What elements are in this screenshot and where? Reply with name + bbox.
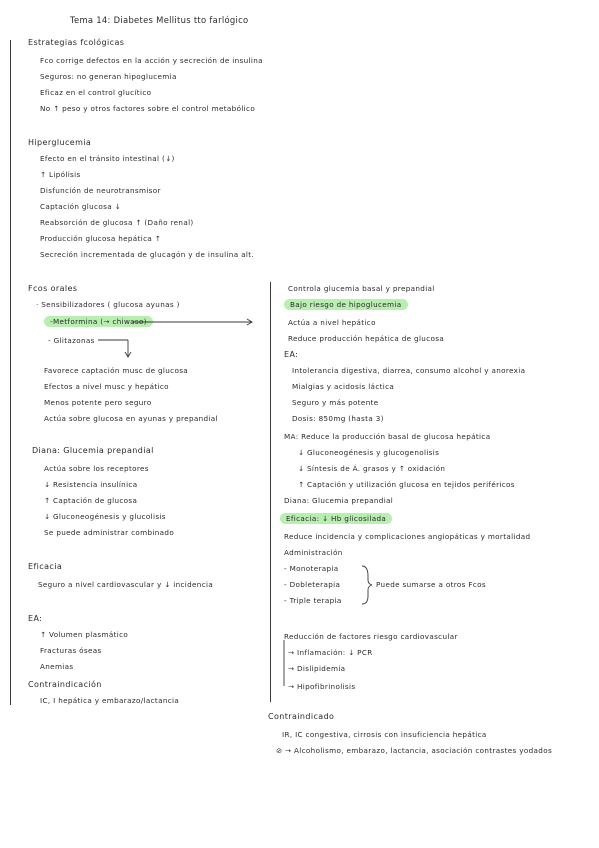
list-item: ↓ Gluconeogénesis y glucolisis bbox=[44, 512, 166, 521]
list-item: Reduce producción hepática de glucosa bbox=[288, 334, 445, 343]
list-item: Actúa sobre glucosa en ayunas y prepandial bbox=[44, 414, 218, 423]
list-item: Favorece captación musc de glucosa bbox=[44, 366, 189, 375]
highlight-eficacia: Eficacia: ↓ Hb glicosilada bbox=[280, 513, 392, 524]
list-item: Se puede administrar combinado bbox=[44, 528, 175, 537]
list-item: Intolerancia digestiva, diarrea, consumo alcohol y anorexia bbox=[292, 366, 526, 375]
list-item: ↑ Captación y utilización glucosa en tejidos periféricos bbox=[298, 480, 515, 489]
list-item: Reabsorción de glucosa ↑ (Daño renal) bbox=[40, 218, 194, 227]
list-item: - Monoterapia bbox=[284, 564, 339, 573]
highlight-metformina: -Metformina (→ chiwaso) bbox=[44, 316, 153, 327]
list-item: Anemias bbox=[40, 662, 74, 671]
list-item: Disfunción de neurotransmisor bbox=[40, 186, 161, 195]
heading-diana: Diana: Glucemia prepandial bbox=[32, 446, 154, 455]
heading-ea-right: EA: bbox=[284, 350, 299, 359]
list-item: Dosis: 850mg (hasta 3) bbox=[292, 414, 384, 423]
list-item: Fco corrige defectos en la acción y secreción de insulina bbox=[40, 56, 263, 65]
list-item: → Inflamación: ↓ PCR bbox=[288, 648, 373, 657]
list-item: Producción glucosa hepática ↑ bbox=[40, 234, 162, 243]
heading-ma: MA: Reduce la producción basal de glucosa hepática bbox=[284, 432, 491, 441]
list-item: Efecto en el tránsito intestinal (↓) bbox=[40, 154, 175, 163]
list-item: Seguros: no generan hipoglucemia bbox=[40, 72, 177, 81]
heading-estrategias: Estrategias fcológicas bbox=[28, 38, 125, 47]
heading-riesgo-cv: Reducción de factores riesgo cardiovascular bbox=[284, 632, 458, 641]
heading-contraindicacion: Contraindicación bbox=[28, 680, 102, 689]
list-item: Eficaz en el control glucítico bbox=[40, 88, 152, 97]
list-item: → Dislipidemia bbox=[288, 664, 346, 673]
list-item: Controla glucemia basal y prepandial bbox=[288, 284, 435, 293]
list-item: Actúa sobre los receptores bbox=[44, 464, 149, 473]
list-item: Mialgias y acidosis láctica bbox=[292, 382, 395, 391]
list-item: Captación glucosa ↓ bbox=[40, 202, 121, 211]
list-item: - Triple terapia bbox=[284, 596, 342, 605]
reduce-text: Reduce incidencia y complicaciones angiopáticas y mortalidad bbox=[284, 532, 531, 541]
contra-line-2: ⊘ → Alcoholismo, embarazo, lactancia, asociación contrastes yodados bbox=[276, 746, 553, 755]
sensibilizadores-label: · Sensibilizadores ( glucosa ayunas ) bbox=[36, 300, 180, 309]
list-item: ↓ Síntesis de Á. grasos y ↑ oxidación bbox=[298, 464, 446, 473]
contraindicacion-text: IC, I hepática y embarazo/lactancia bbox=[40, 696, 180, 705]
list-item: ↑ Lipólisis bbox=[40, 170, 81, 179]
list-item: Actúa a nivel hepático bbox=[288, 318, 376, 327]
heading-hiperglucemia: Hiperglucemia bbox=[28, 138, 92, 147]
list-item: - Dobleterapia bbox=[284, 580, 341, 589]
list-item: Seguro y más potente bbox=[292, 398, 379, 407]
heading-eficacia: Eficacia bbox=[28, 562, 63, 571]
heading-ea: EA: bbox=[28, 614, 43, 623]
heading-contraindicado: Contraindicado bbox=[268, 712, 335, 721]
list-item: No ↑ peso y otros factores sobre el control metabólico bbox=[40, 104, 256, 113]
highlight-bajo-riesgo: Bajo riesgo de hipoglucemia bbox=[284, 299, 408, 310]
contra-line-1: IR, IC congestiva, cirrosis con insuficiencia hepática bbox=[282, 730, 487, 739]
list-item: Menos potente pero seguro bbox=[44, 398, 152, 407]
list-item: ↓ Gluconeogénesis y glucogenolisis bbox=[298, 448, 440, 457]
list-item: ↑ Volumen plasmático bbox=[40, 630, 129, 639]
heading-fcos-orales: Fcos orales bbox=[28, 284, 78, 293]
list-item: Secreción incrementada de glucagón y de insulina alt. bbox=[40, 250, 255, 259]
administracion-note: Puede sumarse a otros Fcos bbox=[376, 580, 487, 589]
eficacia-text: Seguro a nivel cardiovascular y ↓ incidencia bbox=[38, 580, 214, 589]
list-item: → Hipofibrinolisis bbox=[288, 682, 356, 691]
page-title: Tema 14: Diabetes Mellitus tto farlógico bbox=[70, 15, 249, 25]
list-item: Efectos a nivel musc y hepático bbox=[44, 382, 169, 391]
list-item: Fracturas óseas bbox=[40, 646, 102, 655]
list-item: ↑ Captación de glucosa bbox=[44, 496, 138, 505]
glitazonas-label: - Glitazonas bbox=[48, 336, 95, 345]
heading-administracion: Administración bbox=[284, 548, 343, 557]
list-item: ↓ Resistencia insulínica bbox=[44, 480, 138, 489]
diana-right: Diana: Glucemia prepandial bbox=[284, 496, 394, 505]
